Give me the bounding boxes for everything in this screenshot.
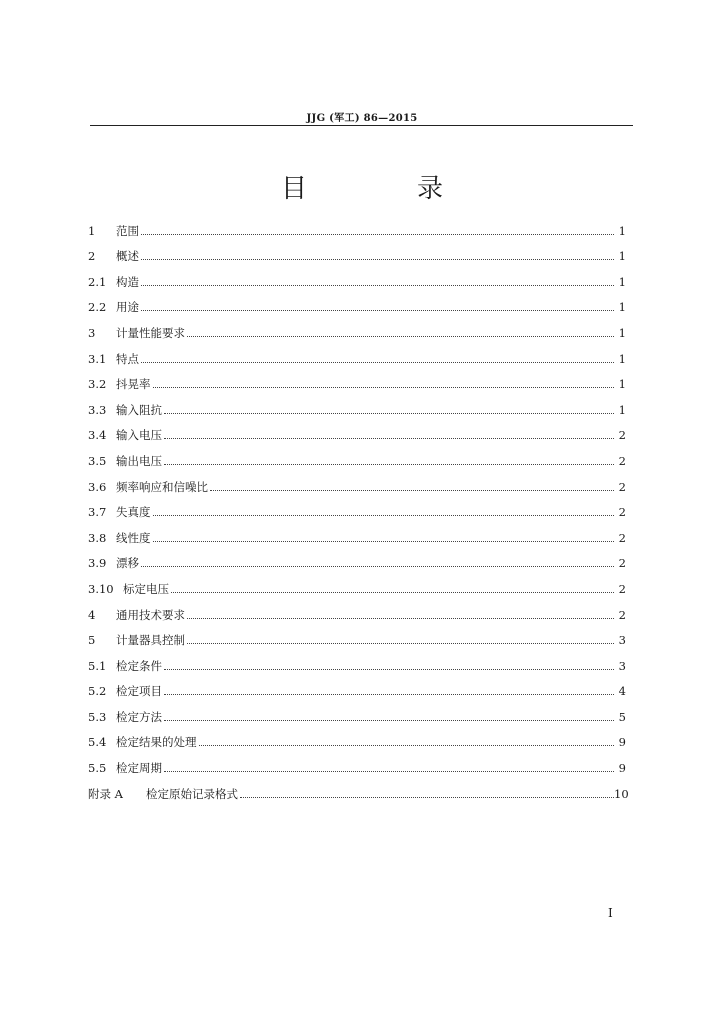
toc-entry-page: 2 <box>618 453 626 468</box>
toc-entry-number: 2.2 <box>88 300 107 315</box>
toc-entry <box>88 391 626 417</box>
toc-entry-title: 输入阻抗 <box>116 402 162 417</box>
toc-dot-leader <box>153 387 615 388</box>
toc-entry-page: 2 <box>618 556 626 571</box>
toc-dot-leader <box>187 618 614 619</box>
toc-entry-page: 2 <box>618 505 626 520</box>
toc-dot-leader <box>187 643 614 644</box>
toc-dot-leader <box>240 797 614 798</box>
toc-entry-title: 范围 <box>116 223 139 238</box>
toc-entry-page: 1 <box>618 249 626 264</box>
toc-entry <box>88 775 629 801</box>
toc-entry <box>88 749 626 775</box>
page-title: 目 录 <box>280 174 485 204</box>
toc-entry-page: 2 <box>618 530 626 545</box>
toc-entry-number: 3.9 <box>88 556 107 571</box>
toc-entry <box>88 519 626 545</box>
toc-dot-leader <box>164 771 614 772</box>
toc-entry-title: 输入电压 <box>116 428 162 443</box>
toc-dot-leader <box>187 336 614 337</box>
toc-entry <box>88 596 626 622</box>
toc-entry-title: 检定项目 <box>116 684 162 699</box>
toc-entry <box>88 263 626 289</box>
toc-entry-number: 5.3 <box>88 709 107 724</box>
toc-entry-number: 3 <box>88 325 96 340</box>
toc-entry-page: 3 <box>618 633 626 648</box>
toc-entry-page: 1 <box>618 274 626 289</box>
toc-entry-number: 5.5 <box>88 761 107 776</box>
toc-entry <box>88 494 626 520</box>
toc-dot-leader <box>141 234 614 235</box>
toc-entry-title: 构造 <box>116 274 139 289</box>
toc-entry-page: 9 <box>618 761 626 776</box>
toc-dot-leader <box>141 285 614 286</box>
toc-entry-title: 检定条件 <box>116 658 162 673</box>
toc-entry-number: 3.6 <box>88 479 107 494</box>
toc-dot-leader <box>164 669 614 670</box>
toc-entry-number: 3.8 <box>88 530 107 545</box>
table-of-contents <box>88 212 629 801</box>
toc-entry-page: 9 <box>618 735 626 750</box>
toc-entry <box>88 673 626 699</box>
toc-entry-page: 5 <box>618 709 626 724</box>
toc-entry <box>88 570 626 596</box>
toc-dot-leader <box>153 541 615 542</box>
toc-entry-title: 计量性能要求 <box>116 325 185 340</box>
toc-entry-page: 2 <box>618 607 626 622</box>
toc-entry <box>88 647 626 673</box>
header-rule <box>90 125 633 126</box>
toc-entry <box>88 314 626 340</box>
toc-dot-leader <box>164 464 614 465</box>
toc-entry <box>88 289 626 315</box>
toc-entry-title: 线性度 <box>116 530 151 545</box>
toc-entry-page: 1 <box>618 325 626 340</box>
toc-entry-title: 检定原始记录格式 <box>146 786 238 801</box>
toc-entry-title: 通用技术要求 <box>116 607 185 622</box>
document-code: JJG (军工) 86—2015 <box>306 113 418 124</box>
toc-entry-number: 5 <box>88 633 96 648</box>
toc-dot-leader <box>141 566 614 567</box>
toc-entry <box>88 417 626 443</box>
toc-entry-number: 1 <box>88 223 96 238</box>
toc-entry <box>88 340 626 366</box>
toc-entry <box>88 442 626 468</box>
toc-entry-page: 1 <box>618 223 626 238</box>
toc-entry-title: 概述 <box>116 249 139 264</box>
toc-entry-title: 失真度 <box>116 505 151 520</box>
toc-entry-page: 2 <box>618 581 626 596</box>
toc-entry-number: 2 <box>88 249 96 264</box>
toc-entry-number: 3.3 <box>88 402 107 417</box>
toc-entry-title: 频率响应和信噪比 <box>116 479 208 494</box>
toc-entry-title: 检定结果的处理 <box>116 735 197 750</box>
toc-entry-title: 抖晃率 <box>116 377 151 392</box>
toc-entry-page: 1 <box>618 300 626 315</box>
toc-dot-leader <box>141 362 614 363</box>
toc-entry-number: 3.2 <box>88 377 107 392</box>
toc-dot-leader <box>164 720 614 721</box>
toc-entry-page: 1 <box>618 351 626 366</box>
toc-entry <box>88 212 626 238</box>
toc-entry-number: 3.7 <box>88 505 107 520</box>
toc-entry-number: 3.10 <box>88 581 114 596</box>
toc-entry-page: 1 <box>618 377 626 392</box>
toc-entry-page: 3 <box>618 658 626 673</box>
toc-dot-leader <box>153 515 615 516</box>
toc-entry-number: 5.1 <box>88 658 107 673</box>
toc-entry-title: 输出电压 <box>116 453 162 468</box>
toc-dot-leader <box>141 259 614 260</box>
toc-entry-title: 用途 <box>116 300 139 315</box>
toc-entry-number: 附录 A <box>88 786 123 801</box>
toc-entry-title: 标定电压 <box>123 581 169 596</box>
toc-entry-page: 1 <box>618 402 626 417</box>
toc-entry <box>88 545 626 571</box>
toc-entry-number: 3.1 <box>88 351 107 366</box>
page-number: I <box>608 906 613 920</box>
toc-entry-number: 3.5 <box>88 453 107 468</box>
toc-entry-title: 特点 <box>116 351 139 366</box>
toc-entry <box>88 366 626 392</box>
toc-entry-number: 4 <box>88 607 96 622</box>
toc-dot-leader <box>164 694 614 695</box>
toc-dot-leader <box>141 310 614 311</box>
toc-entry <box>88 698 626 724</box>
toc-dot-leader <box>171 592 614 593</box>
toc-entry-number: 5.4 <box>88 735 107 750</box>
toc-entry-page: 2 <box>618 479 626 494</box>
toc-entry <box>88 724 626 750</box>
toc-entry-page: 4 <box>618 684 626 699</box>
toc-dot-leader <box>210 490 614 491</box>
toc-entry-page: 10 <box>614 786 629 801</box>
toc-entry-title: 计量器具控制 <box>116 633 185 648</box>
toc-entry-title: 检定方法 <box>116 709 162 724</box>
toc-entry <box>88 468 626 494</box>
toc-entry <box>88 622 626 648</box>
toc-dot-leader <box>164 438 614 439</box>
toc-entry-title: 漂移 <box>116 556 139 571</box>
toc-dot-leader <box>199 745 615 746</box>
toc-dot-leader <box>164 413 614 414</box>
toc-entry-number: 5.2 <box>88 684 107 699</box>
toc-entry-page: 2 <box>618 428 626 443</box>
toc-entry-title: 检定周期 <box>116 761 162 776</box>
toc-entry-number: 3.4 <box>88 428 107 443</box>
toc-entry <box>88 238 626 264</box>
toc-entry-number: 2.1 <box>88 274 107 289</box>
